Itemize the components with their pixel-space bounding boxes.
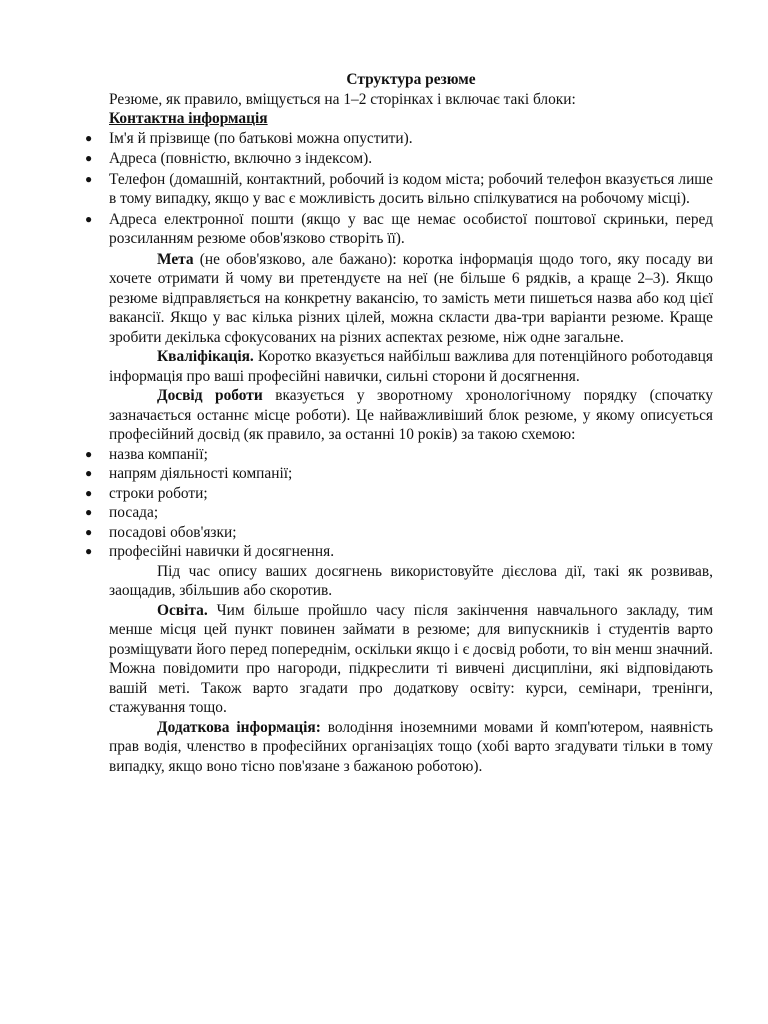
bullet-icon: ● (85, 485, 93, 500)
list-item: ● строки роботи; (85, 484, 208, 502)
bullet-icon: ● (85, 524, 93, 539)
qualification-paragraph: Кваліфікація. Коротко вказується найбільш важлива для потенційного роботодавця інформація про ваші професійні навички, сильні сторони й досягнення. (109, 348, 713, 385)
goal-term: Мета (157, 250, 194, 268)
bullet-icon: ● (85, 505, 93, 519)
list-item: ● Адреса електронної пошти (якщо у вас ще немає особистої поштової скриньки, перед розсиланням резюме обов'язково створіть її). (85, 210, 713, 247)
achievements-note: Під час опису ваших досягнень використовуйте дієслова дії, такі як розвивав, заощадив, збільшив або скоротив. (109, 562, 713, 599)
experience-list (85, 445, 713, 562)
list-item: ● назва компанії; (85, 445, 208, 463)
bullet-icon: ● (85, 211, 93, 226)
bullet-icon: ● (85, 151, 93, 165)
contacts-heading: Контактна інформація (109, 110, 268, 127)
bullet-icon: ● (85, 446, 93, 461)
additional-term: Додаткова інформація: (157, 718, 321, 736)
contacts-list (85, 129, 713, 249)
list-item: ● напрям діяльності компанії; (85, 465, 293, 482)
education-paragraph: Освіта. Чим більше пройшло часу після закінчення навчального закладу, тим менше місця цей пункт повинен займати в резюме; для випускників і студентів варто розміщувати його перед попереднім, оскільки якщо і є досвід роботи, то він менш значний. Можна повідомити про нагороди, підкреслити ті вивчені дисципліни, які відповідають вашій меті. Також варто згадати про додаткову освіту: курси, семінари, тренінги, стажування тощо. (109, 601, 713, 716)
list-item: ● посада; (85, 504, 159, 521)
bullet-icon: ● (85, 544, 93, 558)
bullet-icon: ● (85, 171, 93, 186)
document-page (85, 70, 714, 776)
bullet-icon: ● (85, 130, 93, 145)
list-item: ● Ім'я й прізвище (по батькові можна опустити). (85, 129, 413, 147)
additional-paragraph: Додаткова інформація: володіння іноземними мовами й комп'ютером, наявність прав водія, членство в професійних організаціях тощо (хобі варто згадувати тільки в тому випадку, якщо воно тісно пов'язане з бажаною роботою). (109, 718, 713, 775)
goal-paragraph: Мета (не обов'язково, але бажано): коротка інформація щодо того, яку посаду ви хочете отримати й чому ви претендуєте на неї (не більше 6 рядків, а краще 2–3). Якщо резюме відправляється на конкретну вакансію, то замість мети пишеться назва або код цієї вакансії. Якщо у вас кілька різних цілей, можна скласти два-три варіанти резюме. Краще зробити декілька сфокусованих на різних аспектах резюме, ніж одне загальне. (109, 250, 713, 346)
intro-paragraph: Резюме, як правило, вміщується на 1–2 сторінках і включає такі блоки: (109, 90, 576, 108)
qualification-term: Кваліфікація. (157, 348, 254, 365)
document-title: Структура резюме (346, 71, 476, 88)
list-item: ● Телефон (домашній, контактний, робочий із кодом міста; робочий телефон вказується лише в тому випадку, якщо у вас є можливість досить вільно спілкуватися на робочому місці). (85, 170, 713, 207)
education-term: Освіта. (157, 601, 208, 619)
list-item: ● професійні навички й досягнення. (85, 543, 335, 560)
list-item: ● Адреса (повністю, включно з індексом). (85, 150, 373, 167)
list-item: ● посадові обов'язки; (85, 523, 237, 541)
experience-term: Досвід роботи (157, 387, 263, 404)
bullet-icon: ● (85, 466, 93, 480)
experience-paragraph: Досвід роботи вказується у зворотному хронологічному порядку (спочатку зазначається останнє місце роботи). Це найважливіший блок резюме, у якому описується професійний досвід (як правило, за останні 10 років) за такою схемою: (109, 387, 714, 443)
